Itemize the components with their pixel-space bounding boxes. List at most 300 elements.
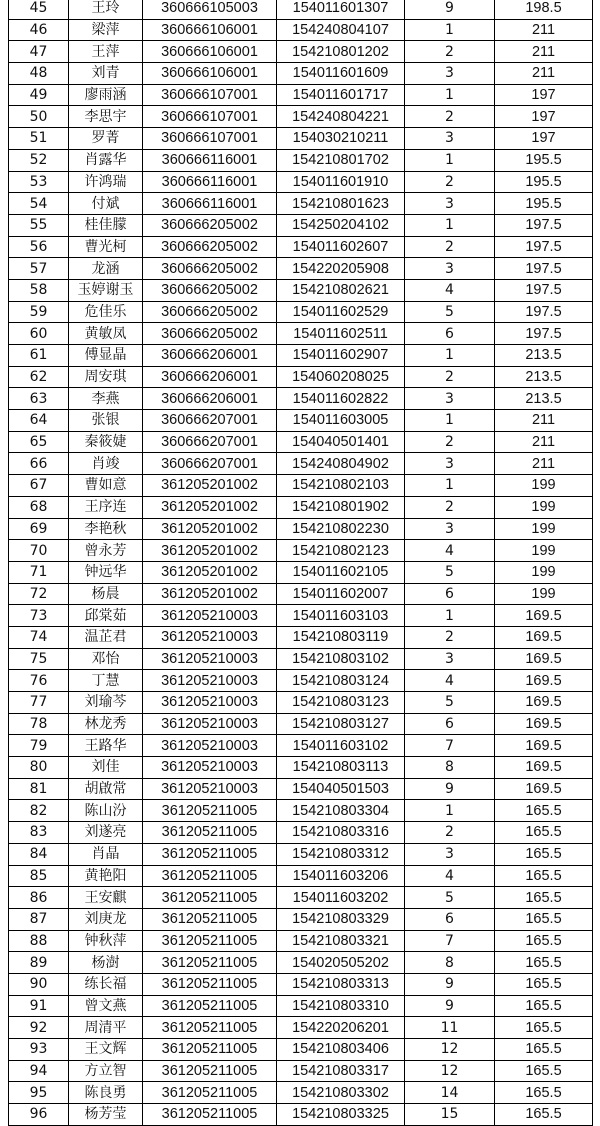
score-cell: 199 bbox=[495, 540, 593, 562]
score-cell: 211 bbox=[495, 431, 593, 453]
position-code-cell: 360666107001 bbox=[143, 128, 277, 150]
position-code-cell: 361205201002 bbox=[143, 496, 277, 518]
rank-cell: 3 bbox=[405, 63, 495, 85]
table-row bbox=[9, 930, 593, 952]
table-row bbox=[9, 1017, 593, 1039]
exam-number-cell: 154240804107 bbox=[277, 19, 405, 41]
exam-number-cell: 154210803325 bbox=[277, 1104, 405, 1126]
candidate-name-cell: 玉婷谢玉 bbox=[69, 279, 143, 301]
table-row bbox=[9, 540, 593, 562]
score-cell: 165.5 bbox=[495, 930, 593, 952]
score-cell: 199 bbox=[495, 496, 593, 518]
candidate-name-cell: 廖雨涵 bbox=[69, 84, 143, 106]
table-row bbox=[9, 323, 593, 345]
position-code-cell: 361205210003 bbox=[143, 757, 277, 779]
candidate-name-cell: 曹光柯 bbox=[69, 236, 143, 258]
exam-number-cell: 154060208025 bbox=[277, 366, 405, 388]
row-number-cell: 69 bbox=[9, 518, 69, 540]
table-row bbox=[9, 475, 593, 497]
position-code-cell: 360666206001 bbox=[143, 388, 277, 410]
rank-cell: 4 bbox=[405, 670, 495, 692]
row-number-cell: 76 bbox=[9, 670, 69, 692]
score-cell: 169.5 bbox=[495, 605, 593, 627]
exam-number-cell: 154210801902 bbox=[277, 496, 405, 518]
score-cell: 197 bbox=[495, 128, 593, 150]
rank-cell: 7 bbox=[405, 930, 495, 952]
exam-number-cell: 154011601609 bbox=[277, 63, 405, 85]
position-code-cell: 360666116001 bbox=[143, 193, 277, 215]
candidate-name-cell: 刘遂亮 bbox=[69, 822, 143, 844]
rank-cell: 6 bbox=[405, 908, 495, 930]
rank-cell: 4 bbox=[405, 279, 495, 301]
position-code-cell: 360666207001 bbox=[143, 453, 277, 475]
candidate-name-cell: 王玲 bbox=[69, 0, 143, 19]
exam-number-cell: 154250204102 bbox=[277, 214, 405, 236]
exam-number-cell: 154220206201 bbox=[277, 1017, 405, 1039]
exam-number-cell: 154210801702 bbox=[277, 149, 405, 171]
exam-number-cell: 154011603005 bbox=[277, 410, 405, 432]
rank-cell: 2 bbox=[405, 41, 495, 63]
candidate-name-cell: 曾文燕 bbox=[69, 995, 143, 1017]
exam-number-cell: 154210803124 bbox=[277, 670, 405, 692]
candidate-name-cell: 张银 bbox=[69, 410, 143, 432]
rank-cell: 5 bbox=[405, 692, 495, 714]
candidate-name-cell: 李艳秋 bbox=[69, 518, 143, 540]
row-number-cell: 54 bbox=[9, 193, 69, 215]
rank-cell: 4 bbox=[405, 540, 495, 562]
position-code-cell: 360666107001 bbox=[143, 106, 277, 128]
row-number-cell: 72 bbox=[9, 583, 69, 605]
score-cell: 169.5 bbox=[495, 713, 593, 735]
position-code-cell: 361205211005 bbox=[143, 930, 277, 952]
rank-cell: 11 bbox=[405, 1017, 495, 1039]
position-code-cell: 361205211005 bbox=[143, 1082, 277, 1104]
row-number-cell: 56 bbox=[9, 236, 69, 258]
row-number-cell: 92 bbox=[9, 1017, 69, 1039]
table-row bbox=[9, 431, 593, 453]
rank-cell: 1 bbox=[405, 475, 495, 497]
row-number-cell: 61 bbox=[9, 345, 69, 367]
exam-number-cell: 154210802123 bbox=[277, 540, 405, 562]
position-code-cell: 360666207001 bbox=[143, 410, 277, 432]
candidate-name-cell: 丁慧 bbox=[69, 670, 143, 692]
exam-number-cell: 154210802103 bbox=[277, 475, 405, 497]
exam-number-cell: 154011603206 bbox=[277, 865, 405, 887]
rank-cell: 9 bbox=[405, 0, 495, 19]
position-code-cell: 361205210003 bbox=[143, 778, 277, 800]
exam-number-cell: 154040501503 bbox=[277, 778, 405, 800]
rank-cell: 15 bbox=[405, 1104, 495, 1126]
score-cell: 211 bbox=[495, 63, 593, 85]
score-cell: 169.5 bbox=[495, 670, 593, 692]
position-code-cell: 361205210003 bbox=[143, 626, 277, 648]
candidate-name-cell: 桂佳朦 bbox=[69, 214, 143, 236]
score-cell: 165.5 bbox=[495, 995, 593, 1017]
score-cell: 165.5 bbox=[495, 887, 593, 909]
rank-cell: 1 bbox=[405, 149, 495, 171]
exam-number-cell: 154011602511 bbox=[277, 323, 405, 345]
candidate-name-cell: 黄敏凤 bbox=[69, 323, 143, 345]
candidate-name-cell: 肖露华 bbox=[69, 149, 143, 171]
rank-cell: 6 bbox=[405, 323, 495, 345]
rank-cell: 1 bbox=[405, 19, 495, 41]
candidate-name-cell: 刘佳 bbox=[69, 757, 143, 779]
rank-cell: 3 bbox=[405, 128, 495, 150]
candidate-name-cell: 肖竣 bbox=[69, 453, 143, 475]
candidate-name-cell: 练长福 bbox=[69, 973, 143, 995]
rank-cell: 2 bbox=[405, 626, 495, 648]
candidate-name-cell: 邓怡 bbox=[69, 648, 143, 670]
position-code-cell: 361205211005 bbox=[143, 995, 277, 1017]
row-number-cell: 74 bbox=[9, 626, 69, 648]
score-cell: 198.5 bbox=[495, 0, 593, 19]
rank-cell: 1 bbox=[405, 410, 495, 432]
candidate-name-cell: 杨晨 bbox=[69, 583, 143, 605]
table-row bbox=[9, 366, 593, 388]
exam-number-cell: 154011602907 bbox=[277, 345, 405, 367]
rank-cell: 1 bbox=[405, 84, 495, 106]
rank-cell: 2 bbox=[405, 236, 495, 258]
position-code-cell: 361205211005 bbox=[143, 908, 277, 930]
table-row bbox=[9, 887, 593, 909]
row-number-cell: 80 bbox=[9, 757, 69, 779]
table-row bbox=[9, 1060, 593, 1082]
score-cell: 169.5 bbox=[495, 692, 593, 714]
score-cell: 169.5 bbox=[495, 778, 593, 800]
position-code-cell: 361205211005 bbox=[143, 1060, 277, 1082]
position-code-cell: 360666105003 bbox=[143, 0, 277, 19]
exam-number-cell: 154210803313 bbox=[277, 973, 405, 995]
table-row bbox=[9, 583, 593, 605]
exam-number-cell: 154030210211 bbox=[277, 128, 405, 150]
position-code-cell: 360666116001 bbox=[143, 149, 277, 171]
rank-cell: 6 bbox=[405, 583, 495, 605]
position-code-cell: 360666107001 bbox=[143, 84, 277, 106]
results-table bbox=[8, 0, 593, 1126]
score-cell: 211 bbox=[495, 453, 593, 475]
table-row bbox=[9, 713, 593, 735]
score-cell: 211 bbox=[495, 410, 593, 432]
row-number-cell: 53 bbox=[9, 171, 69, 193]
rank-cell: 2 bbox=[405, 431, 495, 453]
rank-cell: 7 bbox=[405, 735, 495, 757]
row-number-cell: 90 bbox=[9, 973, 69, 995]
score-cell: 211 bbox=[495, 41, 593, 63]
exam-number-cell: 154011602105 bbox=[277, 561, 405, 583]
table-row bbox=[9, 63, 593, 85]
candidate-name-cell: 曾永芳 bbox=[69, 540, 143, 562]
candidate-name-cell: 李思宇 bbox=[69, 106, 143, 128]
candidate-name-cell: 刘青 bbox=[69, 63, 143, 85]
row-number-cell: 64 bbox=[9, 410, 69, 432]
row-number-cell: 94 bbox=[9, 1060, 69, 1082]
exam-number-cell: 154210803316 bbox=[277, 822, 405, 844]
rank-cell: 2 bbox=[405, 366, 495, 388]
score-cell: 165.5 bbox=[495, 908, 593, 930]
score-cell: 199 bbox=[495, 583, 593, 605]
score-cell: 195.5 bbox=[495, 171, 593, 193]
table-row bbox=[9, 236, 593, 258]
table-row bbox=[9, 258, 593, 280]
position-code-cell: 360666205002 bbox=[143, 323, 277, 345]
score-cell: 165.5 bbox=[495, 865, 593, 887]
table-row bbox=[9, 496, 593, 518]
position-code-cell: 361205210003 bbox=[143, 670, 277, 692]
score-cell: 165.5 bbox=[495, 822, 593, 844]
position-code-cell: 361205201002 bbox=[143, 475, 277, 497]
row-number-cell: 85 bbox=[9, 865, 69, 887]
row-number-cell: 57 bbox=[9, 258, 69, 280]
score-cell: 197 bbox=[495, 106, 593, 128]
rank-cell: 4 bbox=[405, 865, 495, 887]
candidate-name-cell: 傅显晶 bbox=[69, 345, 143, 367]
table-row bbox=[9, 128, 593, 150]
exam-number-cell: 154210803321 bbox=[277, 930, 405, 952]
position-code-cell: 361205211005 bbox=[143, 800, 277, 822]
row-number-cell: 82 bbox=[9, 800, 69, 822]
row-number-cell: 96 bbox=[9, 1104, 69, 1126]
exam-number-cell: 154011601910 bbox=[277, 171, 405, 193]
rank-cell: 3 bbox=[405, 843, 495, 865]
position-code-cell: 361205210003 bbox=[143, 713, 277, 735]
rank-cell: 3 bbox=[405, 388, 495, 410]
table-row bbox=[9, 995, 593, 1017]
row-number-cell: 95 bbox=[9, 1082, 69, 1104]
candidate-name-cell: 危佳乐 bbox=[69, 301, 143, 323]
candidate-name-cell: 王萍 bbox=[69, 41, 143, 63]
rank-cell: 5 bbox=[405, 887, 495, 909]
table-row bbox=[9, 84, 593, 106]
row-number-cell: 46 bbox=[9, 19, 69, 41]
score-cell: 197.5 bbox=[495, 236, 593, 258]
row-number-cell: 79 bbox=[9, 735, 69, 757]
rank-cell: 9 bbox=[405, 973, 495, 995]
score-cell: 213.5 bbox=[495, 345, 593, 367]
score-cell: 165.5 bbox=[495, 843, 593, 865]
candidate-name-cell: 付斌 bbox=[69, 193, 143, 215]
position-code-cell: 360666106001 bbox=[143, 63, 277, 85]
exam-number-cell: 154210803127 bbox=[277, 713, 405, 735]
exam-number-cell: 154011601307 bbox=[277, 0, 405, 19]
row-number-cell: 91 bbox=[9, 995, 69, 1017]
table-row bbox=[9, 410, 593, 432]
exam-number-cell: 154011602007 bbox=[277, 583, 405, 605]
exam-number-cell: 154220205908 bbox=[277, 258, 405, 280]
table-row bbox=[9, 626, 593, 648]
row-number-cell: 73 bbox=[9, 605, 69, 627]
position-code-cell: 361205210003 bbox=[143, 692, 277, 714]
exam-number-cell: 154210803123 bbox=[277, 692, 405, 714]
rank-cell: 9 bbox=[405, 778, 495, 800]
table-row bbox=[9, 800, 593, 822]
position-code-cell: 361205211005 bbox=[143, 843, 277, 865]
candidate-name-cell: 王序连 bbox=[69, 496, 143, 518]
row-number-cell: 68 bbox=[9, 496, 69, 518]
candidate-name-cell: 曹如意 bbox=[69, 475, 143, 497]
row-number-cell: 51 bbox=[9, 128, 69, 150]
table-row bbox=[9, 149, 593, 171]
row-number-cell: 47 bbox=[9, 41, 69, 63]
row-number-cell: 62 bbox=[9, 366, 69, 388]
candidate-name-cell: 龙涵 bbox=[69, 258, 143, 280]
table-row bbox=[9, 518, 593, 540]
score-cell: 197 bbox=[495, 84, 593, 106]
candidate-name-cell: 刘庚龙 bbox=[69, 908, 143, 930]
score-cell: 197.5 bbox=[495, 279, 593, 301]
table-row bbox=[9, 1104, 593, 1126]
table-row bbox=[9, 561, 593, 583]
table-row bbox=[9, 345, 593, 367]
table-body bbox=[9, 0, 593, 1125]
score-cell: 169.5 bbox=[495, 648, 593, 670]
table-row bbox=[9, 692, 593, 714]
score-cell: 165.5 bbox=[495, 1082, 593, 1104]
position-code-cell: 360666116001 bbox=[143, 171, 277, 193]
position-code-cell: 361205211005 bbox=[143, 952, 277, 974]
row-number-cell: 86 bbox=[9, 887, 69, 909]
exam-number-cell: 154210801623 bbox=[277, 193, 405, 215]
position-code-cell: 360666205002 bbox=[143, 279, 277, 301]
table-row bbox=[9, 388, 593, 410]
exam-number-cell: 154210803302 bbox=[277, 1082, 405, 1104]
exam-number-cell: 154011602822 bbox=[277, 388, 405, 410]
row-number-cell: 59 bbox=[9, 301, 69, 323]
rank-cell: 1 bbox=[405, 345, 495, 367]
score-cell: 169.5 bbox=[495, 626, 593, 648]
row-number-cell: 88 bbox=[9, 930, 69, 952]
exam-number-cell: 154210803317 bbox=[277, 1060, 405, 1082]
score-cell: 165.5 bbox=[495, 952, 593, 974]
table-row bbox=[9, 1082, 593, 1104]
candidate-name-cell: 陈山汾 bbox=[69, 800, 143, 822]
row-number-cell: 83 bbox=[9, 822, 69, 844]
candidate-name-cell: 王文辉 bbox=[69, 1039, 143, 1061]
row-number-cell: 65 bbox=[9, 431, 69, 453]
score-cell: 169.5 bbox=[495, 735, 593, 757]
table-row bbox=[9, 193, 593, 215]
exam-number-cell: 154210803312 bbox=[277, 843, 405, 865]
candidate-name-cell: 周安琪 bbox=[69, 366, 143, 388]
score-cell: 165.5 bbox=[495, 1060, 593, 1082]
position-code-cell: 361205201002 bbox=[143, 518, 277, 540]
position-code-cell: 361205201002 bbox=[143, 540, 277, 562]
row-number-cell: 84 bbox=[9, 843, 69, 865]
candidate-name-cell: 许鸿瑞 bbox=[69, 171, 143, 193]
table-row bbox=[9, 822, 593, 844]
rank-cell: 2 bbox=[405, 822, 495, 844]
table-row bbox=[9, 843, 593, 865]
row-number-cell: 81 bbox=[9, 778, 69, 800]
rank-cell: 3 bbox=[405, 193, 495, 215]
position-code-cell: 360666106001 bbox=[143, 19, 277, 41]
rank-cell: 2 bbox=[405, 106, 495, 128]
exam-number-cell: 154210803329 bbox=[277, 908, 405, 930]
candidate-name-cell: 胡啟常 bbox=[69, 778, 143, 800]
table-row bbox=[9, 214, 593, 236]
exam-number-cell: 154040501401 bbox=[277, 431, 405, 453]
rank-cell: 5 bbox=[405, 301, 495, 323]
exam-number-cell: 154240804902 bbox=[277, 453, 405, 475]
exam-number-cell: 154011603103 bbox=[277, 605, 405, 627]
position-code-cell: 360666205002 bbox=[143, 301, 277, 323]
rank-cell: 2 bbox=[405, 171, 495, 193]
score-cell: 213.5 bbox=[495, 388, 593, 410]
rank-cell: 3 bbox=[405, 518, 495, 540]
candidate-name-cell: 肖晶 bbox=[69, 843, 143, 865]
row-number-cell: 50 bbox=[9, 106, 69, 128]
candidate-name-cell: 周清平 bbox=[69, 1017, 143, 1039]
exam-number-cell: 154210803304 bbox=[277, 800, 405, 822]
score-cell: 195.5 bbox=[495, 149, 593, 171]
table-row bbox=[9, 908, 593, 930]
position-code-cell: 361205210003 bbox=[143, 605, 277, 627]
table-row bbox=[9, 605, 593, 627]
rank-cell: 1 bbox=[405, 605, 495, 627]
exam-number-cell: 154210802621 bbox=[277, 279, 405, 301]
candidate-name-cell: 温芷君 bbox=[69, 626, 143, 648]
exam-number-cell: 154210803113 bbox=[277, 757, 405, 779]
candidate-name-cell: 罗菁 bbox=[69, 128, 143, 150]
position-code-cell: 360666205002 bbox=[143, 236, 277, 258]
candidate-name-cell: 梁萍 bbox=[69, 19, 143, 41]
exam-number-cell: 154210803406 bbox=[277, 1039, 405, 1061]
candidate-name-cell: 杨澍 bbox=[69, 952, 143, 974]
row-number-cell: 58 bbox=[9, 279, 69, 301]
score-cell: 165.5 bbox=[495, 1104, 593, 1126]
score-cell: 197.5 bbox=[495, 214, 593, 236]
score-cell: 195.5 bbox=[495, 193, 593, 215]
table-row bbox=[9, 778, 593, 800]
candidate-name-cell: 黄艳阳 bbox=[69, 865, 143, 887]
row-number-cell: 93 bbox=[9, 1039, 69, 1061]
rank-cell: 12 bbox=[405, 1039, 495, 1061]
table-row bbox=[9, 973, 593, 995]
exam-number-cell: 154011603202 bbox=[277, 887, 405, 909]
row-number-cell: 89 bbox=[9, 952, 69, 974]
position-code-cell: 360666207001 bbox=[143, 431, 277, 453]
row-number-cell: 55 bbox=[9, 214, 69, 236]
rank-cell: 2 bbox=[405, 496, 495, 518]
candidate-name-cell: 刘瑜芩 bbox=[69, 692, 143, 714]
rank-cell: 14 bbox=[405, 1082, 495, 1104]
row-number-cell: 78 bbox=[9, 713, 69, 735]
row-number-cell: 70 bbox=[9, 540, 69, 562]
table-row bbox=[9, 865, 593, 887]
candidate-name-cell: 方立智 bbox=[69, 1060, 143, 1082]
exam-number-cell: 154020505202 bbox=[277, 952, 405, 974]
exam-number-cell: 154210802230 bbox=[277, 518, 405, 540]
table-row bbox=[9, 1039, 593, 1061]
position-code-cell: 361205211005 bbox=[143, 887, 277, 909]
table-row bbox=[9, 0, 593, 19]
exam-number-cell: 154011602607 bbox=[277, 236, 405, 258]
exam-number-cell: 154210801202 bbox=[277, 41, 405, 63]
position-code-cell: 361205211005 bbox=[143, 865, 277, 887]
row-number-cell: 67 bbox=[9, 475, 69, 497]
exam-number-cell: 154011603102 bbox=[277, 735, 405, 757]
row-number-cell: 66 bbox=[9, 453, 69, 475]
rank-cell: 3 bbox=[405, 258, 495, 280]
score-cell: 169.5 bbox=[495, 757, 593, 779]
table-row bbox=[9, 453, 593, 475]
score-cell: 165.5 bbox=[495, 973, 593, 995]
score-cell: 165.5 bbox=[495, 1039, 593, 1061]
row-number-cell: 49 bbox=[9, 84, 69, 106]
rank-cell: 9 bbox=[405, 995, 495, 1017]
score-cell: 165.5 bbox=[495, 1017, 593, 1039]
table-row bbox=[9, 279, 593, 301]
rank-cell: 1 bbox=[405, 214, 495, 236]
